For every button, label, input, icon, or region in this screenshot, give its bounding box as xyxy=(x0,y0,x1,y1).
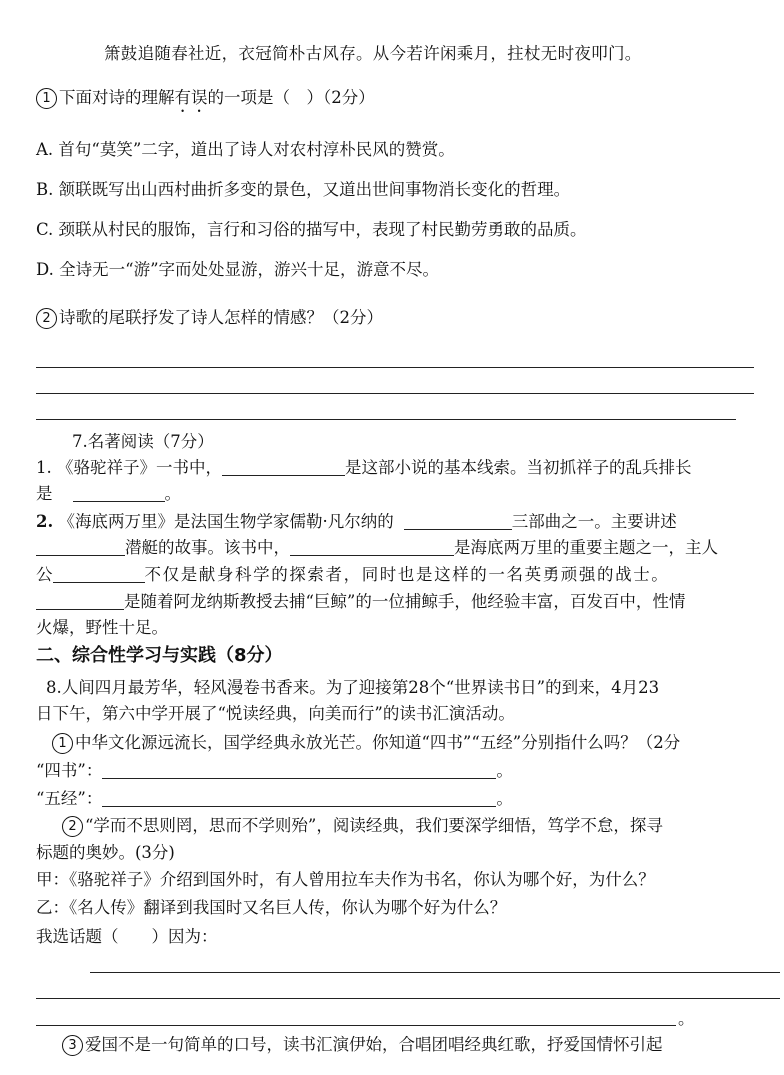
answer-line[interactable] xyxy=(90,972,780,973)
s7-text: 是这部小说的基本线索。当初抓祥子的乱兵排长 xyxy=(345,458,692,477)
period: 。 xyxy=(496,761,513,780)
s7-text: 是海底两万里的重要主题之一，主人 xyxy=(454,538,718,557)
period: 。 xyxy=(496,789,513,808)
q8-sub-2-text: “学而不思则罔，思而不学则殆”，阅读经典，我们要深学细悟，笃学不怠，探寻 xyxy=(85,816,663,835)
q8-sub-2-line-2: 标题的奥妙。(3分) xyxy=(36,843,175,862)
q8-line-1: 8.人间四月最芳华，轻风漫卷书香来。为了迎接第28个“世界读书日”的到来，4月23 xyxy=(46,678,660,697)
option-a: A. 首句“莫笑”二字，道出了诗人对农村淳朴民风的赞赏。 xyxy=(36,140,455,159)
s7-text: 。 xyxy=(164,484,181,503)
s7-line-4 xyxy=(36,537,718,559)
fill-blank[interactable] xyxy=(102,760,496,779)
wujing-line xyxy=(36,788,513,810)
answer-line[interactable] xyxy=(36,393,754,394)
q8-sub-3 xyxy=(62,1034,663,1056)
period: 。 xyxy=(678,1009,695,1028)
q1-text-tail: 的一项是（ ）（2分） xyxy=(207,88,375,107)
circled-number: 1 xyxy=(52,733,73,754)
s7-text: 不仅是献身科学的探索者，同时也是这样的一名英勇顽强的战士。 xyxy=(144,565,670,584)
s7-line-5 xyxy=(36,564,669,586)
option-jia: 甲：《骆驼祥子》介绍到国外时，有人曾用拉车夫作为书名，你认为哪个好，为什么？ xyxy=(36,870,655,889)
s7-text: 1. 《骆驼祥子》一书中， xyxy=(36,458,222,477)
question-2 xyxy=(36,307,383,329)
option-yi: 乙：《名人传》翻译到我国时又名巨人传，你认为哪个好为什么？ xyxy=(36,898,507,917)
fill-blank[interactable] xyxy=(36,591,124,610)
circled-number: 2 xyxy=(62,816,83,837)
choose-topic: 我选话题（ ）因为： xyxy=(36,927,218,946)
s7-line-1 xyxy=(36,457,692,479)
wujing-label: “五经”： xyxy=(36,789,103,808)
option-c: C. 颈联从村民的服饰，言行和习俗的描写中，表现了村民勤劳勇敢的品质。 xyxy=(36,220,587,239)
q8-sub-2 xyxy=(62,815,663,837)
s7-text: 是 xyxy=(36,484,53,503)
circled-number: 1 xyxy=(36,88,57,109)
q2-text: 诗歌的尾联抒发了诗人怎样的情感？（2分） xyxy=(59,308,383,327)
question-1 xyxy=(36,87,375,116)
s7-text: 公 xyxy=(36,565,53,584)
sishu-label: “四书”： xyxy=(36,761,103,780)
fill-blank[interactable] xyxy=(290,537,454,556)
section-2-heading: 二、综合性学习与实践（8分） xyxy=(36,645,283,666)
poem-line: 箫鼓追随春社近，衣冠简朴古风存。从今若许闲乘月，拄杖无时夜叩门。 xyxy=(104,44,642,63)
option-d: D. 全诗无一“游”字而处处显游，游兴十足，游意不尽。 xyxy=(36,260,440,279)
fill-blank[interactable] xyxy=(36,537,125,556)
s7-text: 《海底两万里》是法国生物学家儒勒·凡尔纳的 xyxy=(58,512,394,531)
fill-blank[interactable] xyxy=(53,564,145,583)
answer-line[interactable] xyxy=(36,419,736,420)
s7-line-7: 火爆，野性十足。 xyxy=(36,618,168,637)
sishu-line xyxy=(36,760,513,782)
fill-blank[interactable] xyxy=(73,483,165,502)
s7-text: 是随着阿龙纳斯教授去捕“巨鲸”的一位捕鲸手，他经验丰富，百发百中，性情 xyxy=(124,592,686,611)
answer-line[interactable] xyxy=(36,1025,676,1026)
answer-line[interactable] xyxy=(36,367,754,368)
q8-sub-1-text: 中华文化源远流长，国学经典永放光芒。你知道“四书”“五经”分别指什么吗？（2分 xyxy=(75,733,681,752)
emphasized-text: 有误 xyxy=(174,88,208,107)
section-7-title: 7.名著阅读（7分） xyxy=(72,432,214,451)
q8-line-2: 日下午，第六中学开展了“悦读经典，向美而行”的读书汇演活动。 xyxy=(36,704,515,723)
q8-sub-3-text: 爱国不是一句简单的口号，读书汇演伊始，合唱团唱经典红歌，抒爱国情怀引起 xyxy=(85,1035,663,1054)
s7-text: 潜艇的故事。该书中， xyxy=(125,538,290,557)
s7-line-2 xyxy=(36,483,181,505)
circled-number: 3 xyxy=(62,1035,83,1056)
s7-text: 三部曲之一。主要讲述 xyxy=(511,512,677,531)
fill-blank[interactable] xyxy=(102,788,496,807)
q1-text: 下面对诗的理解 xyxy=(59,88,175,107)
option-b: B. 颔联既写出山西村曲折多变的景色，又道出世间事物消长变化的哲理。 xyxy=(36,180,571,199)
q8-sub-1 xyxy=(52,732,680,754)
item-number: 2. xyxy=(36,512,54,531)
circled-number: 2 xyxy=(36,308,57,329)
s7-line-3 xyxy=(36,511,677,533)
fill-blank[interactable] xyxy=(404,511,512,530)
fill-blank[interactable] xyxy=(222,457,345,476)
answer-line[interactable] xyxy=(36,998,780,999)
s7-line-6 xyxy=(36,591,685,613)
